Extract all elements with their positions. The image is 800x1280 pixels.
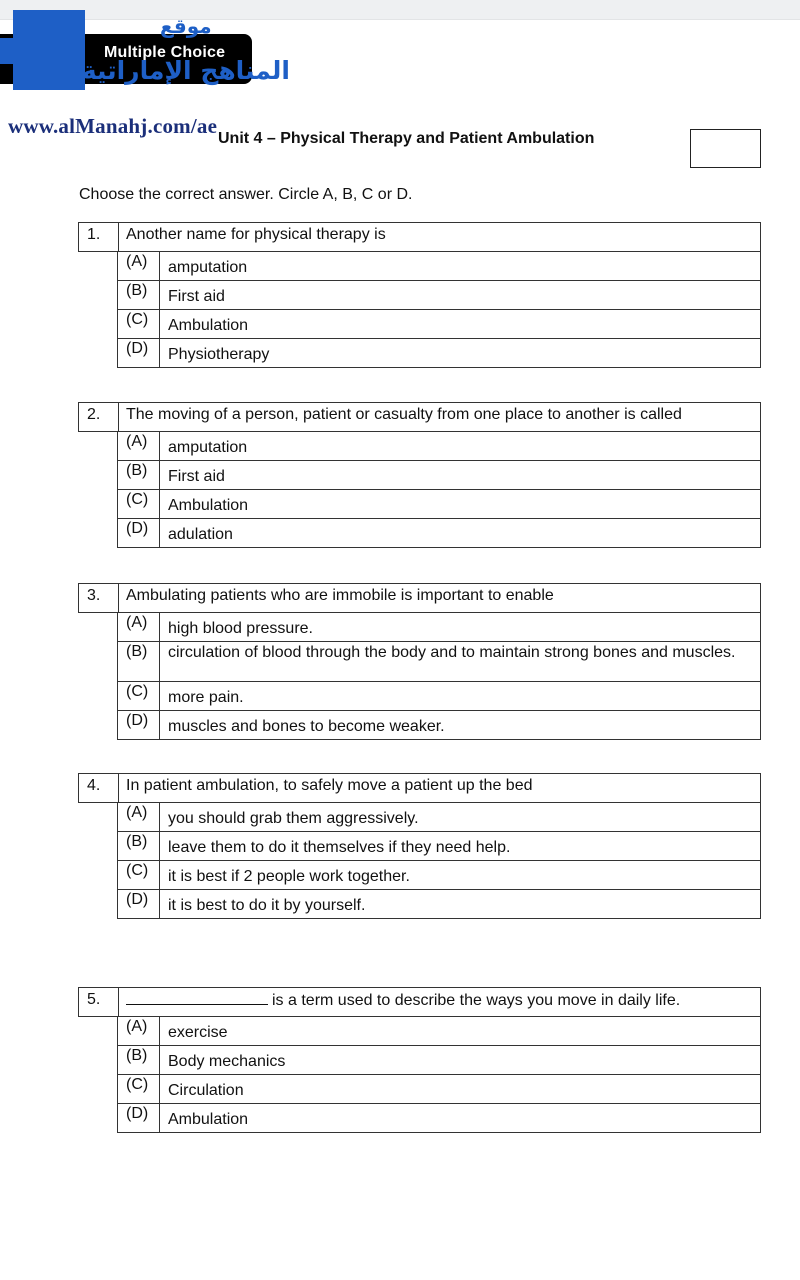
question-5: [78, 987, 761, 1133]
question-number: 4.: [79, 774, 119, 802]
option-letter: (A): [118, 1017, 160, 1045]
option-letter: (B): [118, 1046, 160, 1074]
option-c[interactable]: [118, 861, 760, 890]
score-box: [690, 129, 761, 168]
option-letter: (D): [118, 711, 160, 739]
option-letter: (C): [118, 682, 160, 710]
watermark-url[interactable]: www.alManahj.com/ae: [8, 114, 218, 138]
option-b[interactable]: [118, 1046, 760, 1075]
question-text: Ambulating patients who are immobile is important to enable: [126, 587, 554, 604]
option-text: muscles and bones to become weaker.: [168, 718, 445, 735]
option-d[interactable]: [118, 1104, 760, 1133]
logo-block: [13, 10, 85, 90]
option-text: circulation of blood through the body and to maintain strong bones and muscles.: [168, 644, 736, 661]
option-letter: (B): [118, 461, 160, 489]
watermark-arabic-name: المناهج الإماراتية: [81, 56, 290, 85]
question-text: In patient ambulation, to safely move a patient up the bed: [126, 777, 533, 794]
options-list: [117, 1017, 761, 1133]
option-text: Ambulation: [168, 1111, 249, 1128]
option-a[interactable]: [118, 252, 760, 281]
option-letter: (B): [118, 281, 160, 309]
logo-block-left: [0, 38, 14, 64]
option-d[interactable]: [118, 519, 760, 548]
option-text: you should grab them aggressively.: [168, 810, 419, 827]
option-c[interactable]: [118, 490, 760, 519]
question-text: The moving of a person, patient or casualty from one place to another is called: [126, 406, 682, 423]
option-b[interactable]: [118, 642, 760, 682]
option-letter: (B): [118, 642, 160, 681]
option-text: Circulation: [168, 1082, 244, 1099]
question-2: [78, 402, 761, 548]
question-number: 2.: [79, 403, 119, 431]
option-text: it is best to do it by yourself.: [168, 897, 366, 914]
option-letter: (A): [118, 432, 160, 460]
instructions: Choose the correct answer. Circle A, B, C or D.: [79, 186, 413, 203]
option-letter: (A): [118, 613, 160, 641]
section-label: Multiple Choice: [104, 44, 226, 61]
option-d[interactable]: [118, 890, 760, 919]
option-text: First aid: [168, 288, 225, 305]
answer-blank[interactable]: [126, 991, 268, 1005]
option-letter: (D): [118, 339, 160, 367]
options-list: [117, 803, 761, 919]
option-text: amputation: [168, 439, 248, 456]
option-text: First aid: [168, 468, 225, 485]
option-letter: (C): [118, 310, 160, 338]
option-b[interactable]: [118, 461, 760, 490]
option-c[interactable]: [118, 1075, 760, 1104]
option-text: it is best if 2 people work together.: [168, 868, 410, 885]
question-number: 5.: [79, 988, 119, 1016]
question-header: [78, 773, 761, 803]
option-text: exercise: [168, 1024, 228, 1041]
option-d[interactable]: [118, 339, 760, 368]
option-letter: (A): [118, 803, 160, 831]
option-a[interactable]: [118, 613, 760, 642]
option-text: Physiotherapy: [168, 346, 270, 363]
watermark-arabic-small: موقع: [160, 14, 212, 38]
question-3: [78, 583, 761, 740]
question-header: [78, 222, 761, 252]
option-letter: (D): [118, 890, 160, 918]
question-text: Another name for physical therapy is: [126, 226, 386, 243]
option-text: adulation: [168, 526, 233, 543]
option-c[interactable]: [118, 682, 760, 711]
option-text: Ambulation: [168, 317, 249, 334]
question-1: [78, 222, 761, 368]
option-b[interactable]: [118, 832, 760, 861]
option-letter: (D): [118, 1104, 160, 1132]
question-text: is a term used to describe the ways you move in daily life.: [272, 992, 681, 1009]
option-letter: (C): [118, 861, 160, 889]
option-text: leave them to do it themselves if they need help.: [168, 839, 511, 856]
option-b[interactable]: [118, 281, 760, 310]
option-a[interactable]: [118, 432, 760, 461]
options-list: [117, 613, 761, 740]
question-header: [78, 402, 761, 432]
option-letter: (A): [118, 252, 160, 280]
question-number: 3.: [79, 584, 119, 612]
question-number: 1.: [79, 223, 119, 251]
question-text-row: [119, 988, 760, 1016]
question-header: [78, 583, 761, 613]
option-a[interactable]: [118, 803, 760, 832]
options-list: [117, 432, 761, 548]
option-d[interactable]: [118, 711, 760, 740]
option-letter: (B): [118, 832, 160, 860]
page-title: Unit 4 – Physical Therapy and Patient Ambulation: [218, 130, 595, 147]
option-letter: (D): [118, 519, 160, 547]
option-text: Body mechanics: [168, 1053, 286, 1070]
option-text: amputation: [168, 259, 248, 276]
options-list: [117, 252, 761, 368]
question-4: [78, 773, 761, 919]
option-c[interactable]: [118, 310, 760, 339]
option-letter: (C): [118, 1075, 160, 1103]
option-letter: (C): [118, 490, 160, 518]
option-text: more pain.: [168, 689, 244, 706]
option-text: Ambulation: [168, 497, 249, 514]
question-header: [78, 987, 761, 1017]
option-text: high blood pressure.: [168, 620, 313, 637]
option-a[interactable]: [118, 1017, 760, 1046]
browser-top-bar: [0, 0, 800, 20]
